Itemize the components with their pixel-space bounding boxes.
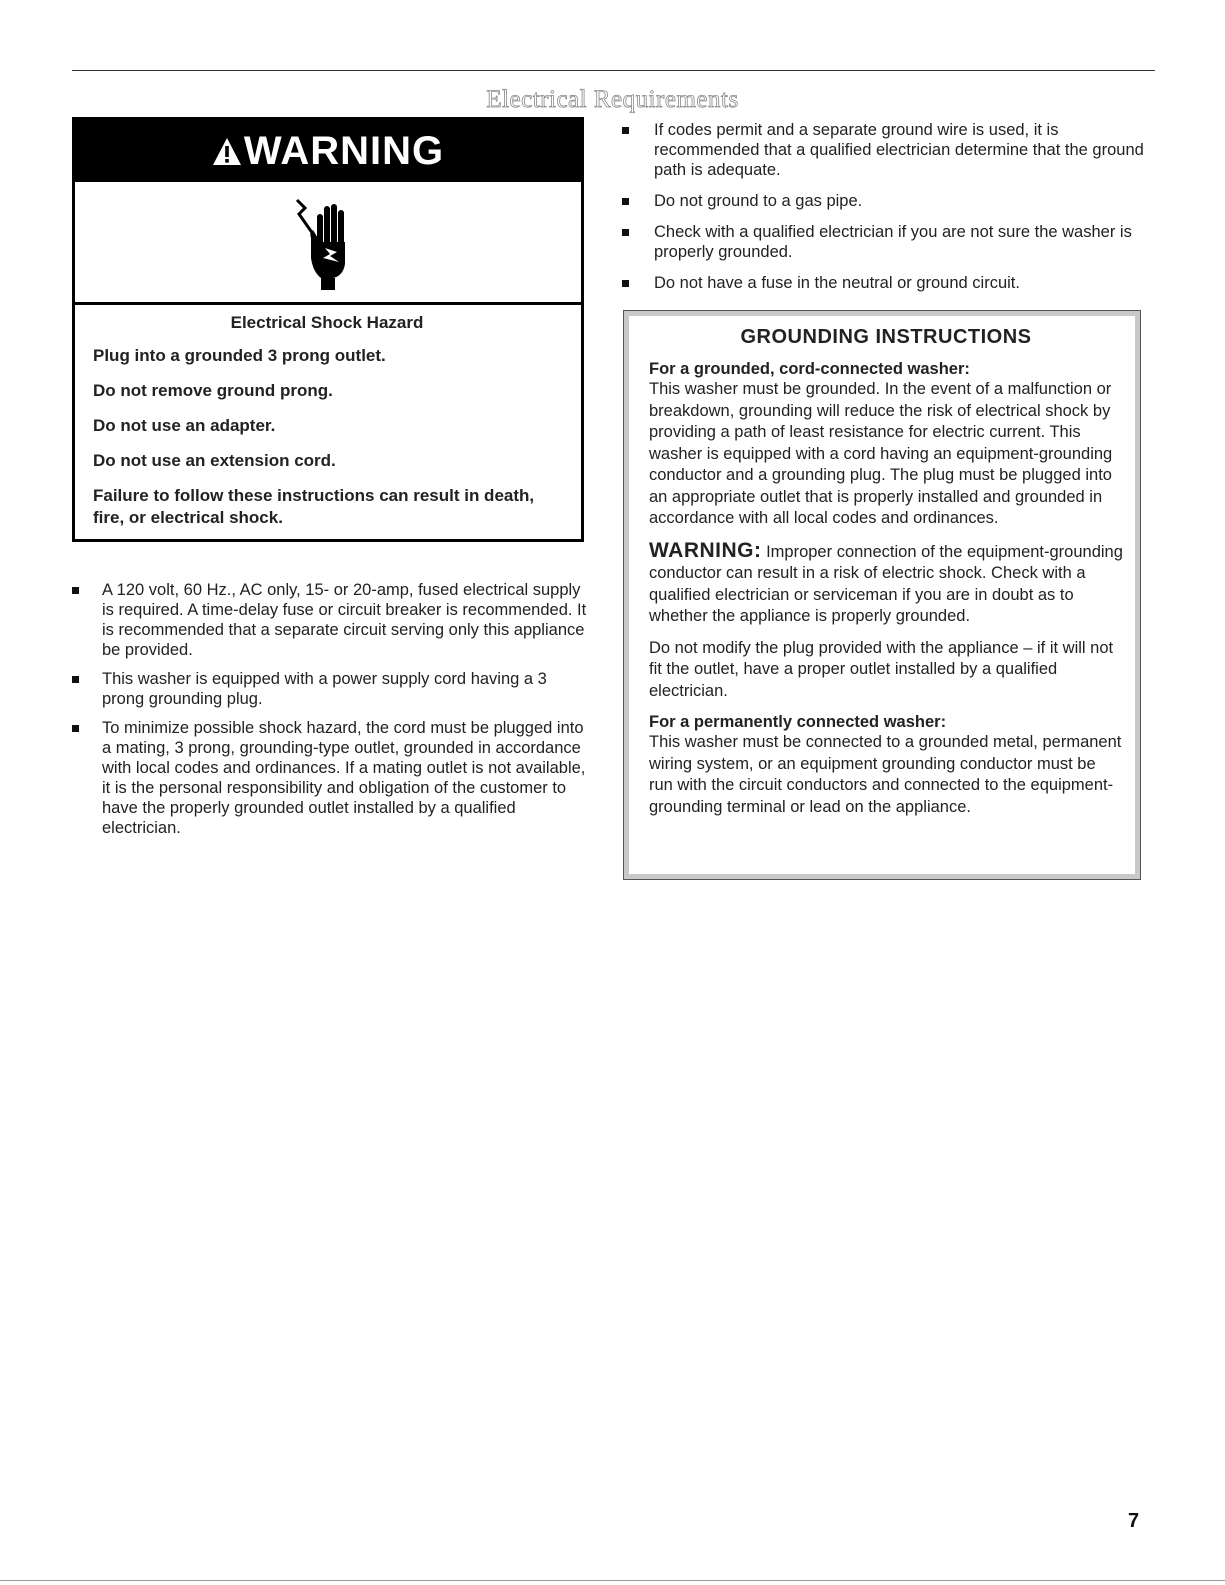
grounding-warning xyxy=(649,540,1123,628)
list-item xyxy=(72,718,592,838)
square-bullet-icon xyxy=(72,676,79,683)
page-number: 7 xyxy=(1128,1510,1140,1532)
square-bullet-icon xyxy=(622,127,629,134)
cord-connected-text: This washer must be grounded. In the event of a malfunction or breakdown, grounding will reduce the risk of electrical shock by providing a path of least resistance for electric current. This washer is equipped with a cord having an equipment-grounding conductor and a grounding plug. The plug must be plugged into an appropriate outlet that is properly installed and grounded in accordance with all local codes and ordinances. xyxy=(649,380,1113,527)
list-item-text: If codes permit and a separate ground wire is used, it is recommended that a qualified electrician determine that the ground path is adequate. xyxy=(654,121,1144,179)
list-item xyxy=(622,120,1147,180)
page-title: Electrical Requirements xyxy=(486,86,739,113)
warning-line: Do not remove ground prong. xyxy=(93,381,333,400)
list-item-text: This washer is equipped with a power supply cord having a 3 prong grounding plug. xyxy=(102,670,547,708)
electric-shock-hand-icon xyxy=(293,192,363,292)
cord-connected-heading: For a grounded, cord-connected washer: xyxy=(649,360,970,378)
list-item-text: A 120 volt, 60 Hz., AC only, 15- or 20-amp, fused electrical supply is required. A time-delay fuse or circuit breaker is recommended. It is recommended that a separate circuit serving only this appliance be provided. xyxy=(102,581,587,659)
warning-line: Plug into a grounded 3 prong outlet. xyxy=(93,346,386,365)
list-item-text: To minimize possible shock hazard, the cord must be plugged into a mating, 3 prong, grounding-type outlet, grounded in accordance with local codes and ordinances. If a mating outlet is not available, it is the personal responsibility and obligation of the customer to have the properly grounded outlet installed by a qualified electrician. xyxy=(102,719,586,837)
warning-header xyxy=(75,120,581,182)
modify-plug-text: Do not modify the plug provided with the appliance – if it will not fit the outlet, have a proper outlet installed by a qualified electrician. xyxy=(649,638,1114,700)
warning-body xyxy=(75,305,581,529)
warning-header-label: WARNING xyxy=(243,128,445,173)
grounding-title: GROUNDING INSTRUCTIONS xyxy=(740,326,1032,348)
warning-triangle-icon xyxy=(212,137,242,167)
list-item xyxy=(622,191,1147,211)
warning-box xyxy=(72,117,584,542)
warning-line: Do not use an extension cord. xyxy=(93,451,336,470)
left-bullet-list xyxy=(72,580,592,847)
grounding-instructions-box xyxy=(623,310,1141,880)
square-bullet-icon xyxy=(72,725,79,732)
list-item-text: Do not have a fuse in the neutral or ground circuit. xyxy=(654,274,1020,292)
permanent-heading: For a permanently connected washer: xyxy=(649,713,947,731)
hazard-figure xyxy=(75,182,581,305)
square-bullet-icon xyxy=(622,229,629,236)
square-bullet-icon xyxy=(72,587,79,594)
list-item-text: Check with a qualified electrician if you are not sure the washer is properly grounded. xyxy=(654,223,1132,261)
list-item xyxy=(622,273,1147,293)
grounding-warning-label: WARNING: xyxy=(649,538,762,562)
hazard-title: Electrical Shock Hazard xyxy=(230,313,424,332)
right-bullet-list xyxy=(622,120,1147,304)
warning-line: Do not use an adapter. xyxy=(93,416,276,435)
list-item xyxy=(72,580,592,660)
bottom-rule xyxy=(0,1580,1225,1581)
grounding-warning-text: Improper connection of the equipment-grounding conductor can result in a risk of electric shock. Check with a qualified electrician or serviceman if you are in doubt as to whether the appliance is properly grounded. xyxy=(649,542,1123,625)
list-item xyxy=(622,222,1147,262)
list-item-text: Do not ground to a gas pipe. xyxy=(654,192,863,210)
square-bullet-icon xyxy=(622,198,629,205)
warning-line: Failure to follow these instructions can result in death, fire, or electrical shock. xyxy=(93,486,535,527)
permanent-text: This washer must be connected to a grounded metal, permanent wiring system, or an equipment grounding conductor must be run with the circuit conductors and connected to the equipment-grounding terminal or lead on the appliance. xyxy=(649,733,1122,816)
top-rule xyxy=(72,70,1155,71)
list-item xyxy=(72,669,592,709)
square-bullet-icon xyxy=(622,280,629,287)
